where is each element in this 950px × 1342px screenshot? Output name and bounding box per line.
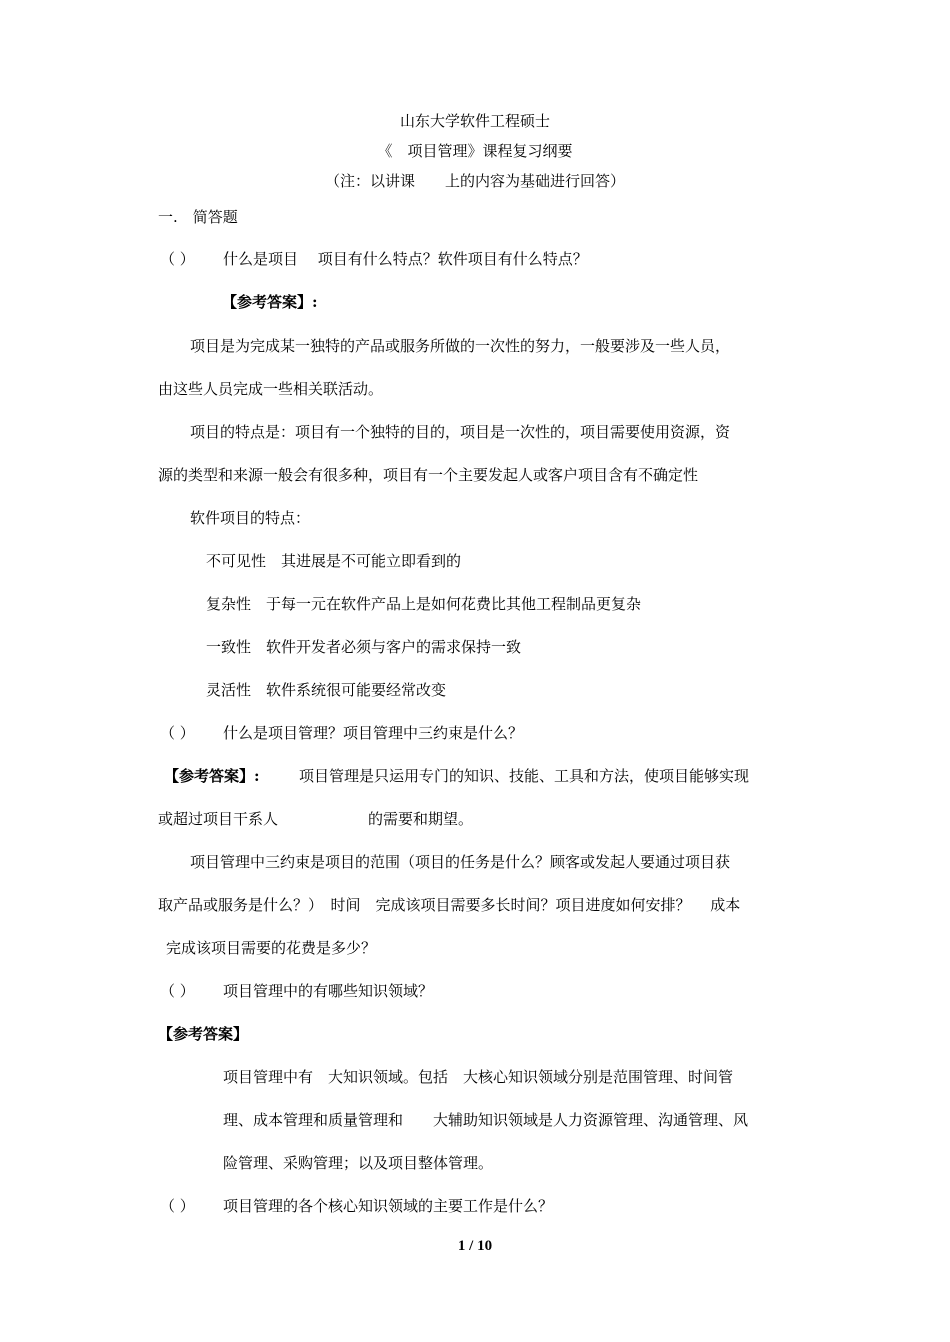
list-item: 不可见性 其进展是不可能立即看到的 <box>206 552 462 570</box>
answer-paragraph: 源的类型和来源一般会有很多种，项目有一个主要发起人或客户项目含有不确定性 <box>158 466 699 484</box>
answer-paragraph: 险管理、采购管理；以及项目整体管理。 <box>223 1154 494 1172</box>
page-number: 1 / 10 <box>457 1238 493 1254</box>
question-text: 项目管理的各个核心知识领域的主要工作是什么？ <box>223 1197 554 1215</box>
answer-paragraph: 项目的特点是：项目有一个独特的目的，项目是一次性的，项目需要使用资源，资 <box>190 423 731 441</box>
question-text: 什么是项目管理？项目管理中三约束是什么？ <box>223 724 524 742</box>
answer-paragraph: 项目管理中三约束是项目的范围（项目的任务是什么？顾客或发起人要通过项目获 <box>190 853 731 871</box>
answer-label: 【参考答案】: <box>164 767 260 785</box>
answer-paragraph: 完成该项目需要的花费是多少？ <box>166 939 377 957</box>
question-text: 什么是项目 项目有什么特点？软件项目有什么特点？ <box>223 250 588 268</box>
answer-paragraph: 由这些人员完成一些相关联活动。 <box>158 380 384 398</box>
answer-paragraph: 项目管理是只运用专门的知识、技能、工具和方法，使项目能够实现 <box>299 767 750 785</box>
doc-subtitle: 《 项目管理》课程复习纲要 <box>377 142 573 160</box>
list-item: 灵活性 软件系统很可能要经常改变 <box>206 681 447 699</box>
answer-paragraph: 软件项目的特点： <box>190 509 311 527</box>
answer-paragraph: 取产品或服务是什么？） 时间 完成该项目需要多长时间？项目进度如何安排？ 成本 <box>158 896 741 914</box>
doc-title: 山东大学软件工程硕士 <box>399 112 550 130</box>
answer-label: 【参考答案】: <box>222 293 318 311</box>
question-text: 项目管理中的有哪些知识领域？ <box>223 982 434 1000</box>
answer-paragraph: 或超过项目干系人 的需要和期望。 <box>158 810 474 828</box>
question-number: （ ） <box>160 724 195 742</box>
question-number: （ ） <box>160 250 195 268</box>
list-item: 一致性 软件开发者必须与客户的需求保持一致 <box>206 638 522 656</box>
answer-label: 【参考答案】 <box>158 1025 249 1043</box>
answer-paragraph: 项目是为完成某一独特的产品或服务所做的一次性的努力，一般要涉及一些人员， <box>190 337 731 355</box>
list-item: 复杂性 于每一元在软件产品上是如何花费比其他工程制品更复杂 <box>206 595 642 613</box>
doc-note: （注：以讲课 上的内容为基础进行回答） <box>324 172 625 190</box>
question-number: （ ） <box>160 982 195 1000</box>
section-heading: 一. 简答题 <box>158 208 238 226</box>
answer-paragraph: 项目管理中有 大知识领域。包括 大核心知识领域分别是范围管理、时间管 <box>223 1068 734 1086</box>
question-number: （ ） <box>160 1197 195 1215</box>
answer-paragraph: 理、成本管理和质量管理和 大辅助知识领域是人力资源管理、沟通管理、风 <box>223 1111 749 1129</box>
